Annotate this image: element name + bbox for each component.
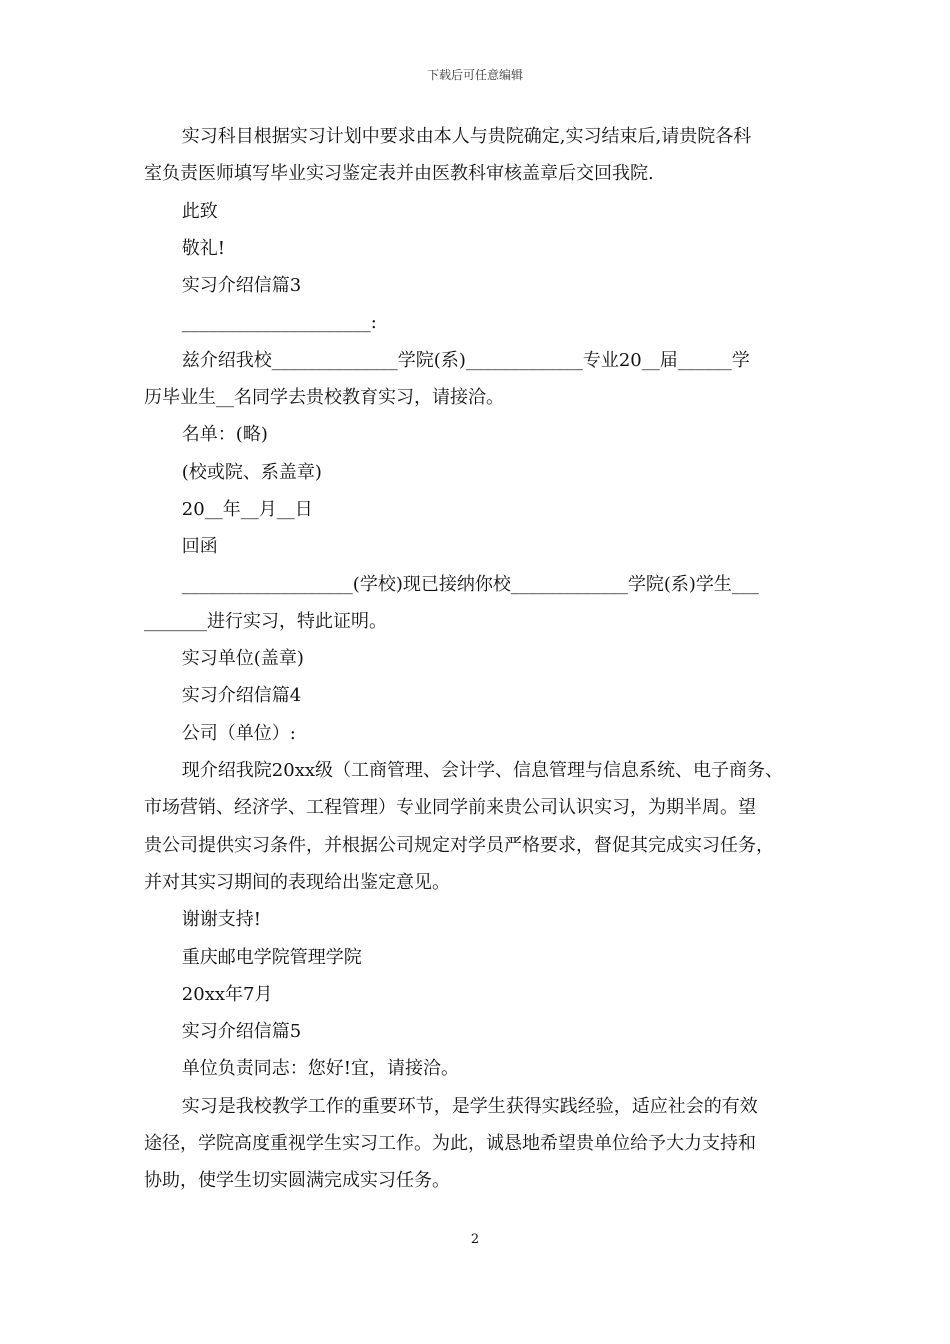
body-line: 实习单位(盖章) [181,648,304,670]
page-number: 2 [470,1232,480,1247]
salutation-line: 公司（单位）: [181,722,296,744]
body-line: 敬礼! [181,237,226,259]
body-line: 市场营销、经济学、工程管理）专业同学前来贵公司认识实习，为期半周。望 [144,797,756,819]
body-line: 兹介绍我校______________学院(系)_____________专业20__届______学 [181,349,750,371]
section-heading: 实习介绍信篇4 [181,685,302,707]
document-body [144,118,810,1200]
body-line: 协助，使学生切实圆满完成实习任务。 [144,1170,450,1192]
page-header: 下载后可任意编辑 [426,68,523,82]
body-line: (校或院、系盖章) [181,461,322,483]
date-line: 20xx年7月 [181,983,273,1005]
body-line: 此致 [181,200,218,222]
body-line: 现介绍我院20xx级（工商管理、会计学、信息管理与信息系统、电子商务、 [181,760,784,782]
body-line: 谢谢支持! [181,909,262,931]
body-line: 回函 [181,536,218,558]
body-line: 贵公司提供实习条件，并根据公司规定对学员严格要求，督促其完成实习任务， [144,834,774,856]
signature-line: 重庆邮电学院管理学院 [181,946,362,968]
salutation-blank: _____________________: [181,312,377,334]
body-line: 并对其实习期间的表现给出鉴定意见。 [144,871,450,893]
date-line: 20__年__月__日 [181,498,313,520]
section-heading: 实习介绍信篇5 [181,1021,302,1043]
body-line: 实习科目根据实习计划中要求由本人与贵院确定,实习结束后,请贵院各科 [181,126,752,147]
body-line: 途径，学院高度重视学生实习工作。为此，诚恳地希望贵单位给予大力支持和 [144,1133,756,1155]
section-heading: 实习介绍信篇3 [181,275,302,297]
body-line: 室负责医师填写毕业实习鉴定表并由医教科审核盖章后交回我院. [144,163,654,185]
body-line: 名单：(略) [181,424,268,446]
salutation-line: 单位负责同志：您好!宜，请接洽。 [181,1058,460,1080]
body-line: 实习是我校教学工作的重要环节，是学生获得实践经验，适应社会的有效 [181,1095,758,1117]
body-line: ___________________(学校)现已接纳你校_____________学院(系)学生___ [181,573,759,595]
body-line: 历毕业生__名同学去贵校教育实习，请接洽。 [144,387,504,409]
body-line: _______进行实习，特此证明。 [144,610,387,632]
